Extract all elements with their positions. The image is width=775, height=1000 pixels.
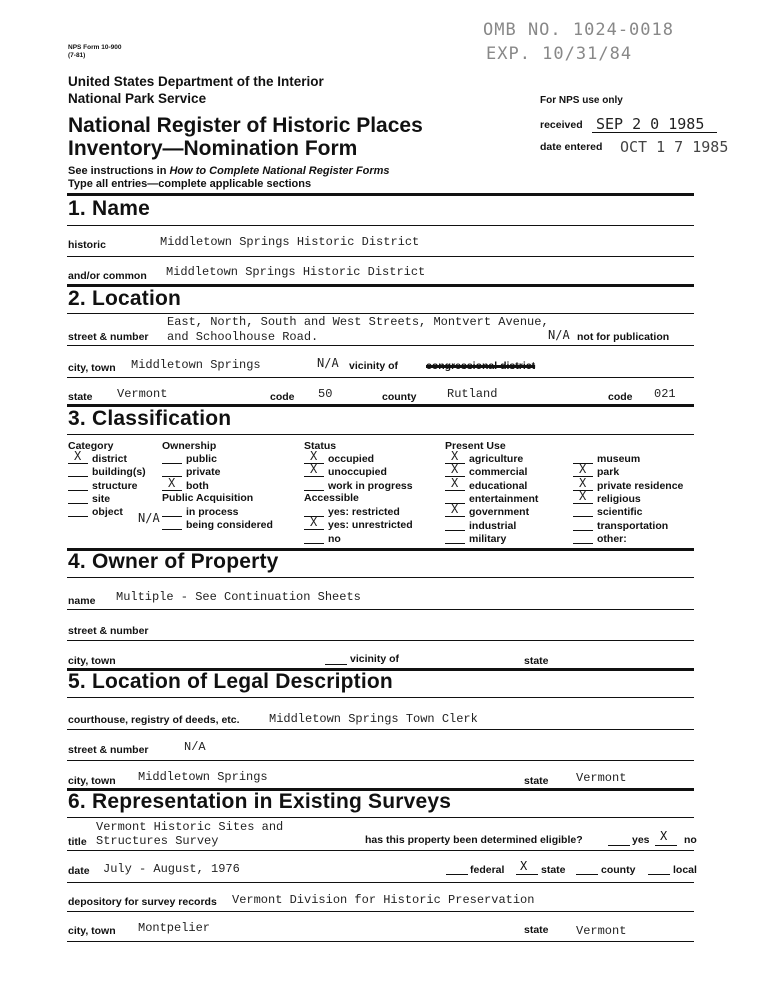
option-label: site: [92, 492, 111, 505]
depository-state-value: Vermont: [576, 924, 627, 938]
checkbox-mark: X: [451, 502, 459, 517]
legal-street-label: street & number: [68, 744, 149, 756]
option-label: transportation: [597, 519, 669, 532]
common-name-label: and/or common: [68, 270, 147, 282]
location-state-label: state: [68, 391, 93, 403]
section-owner-heading: 4. Owner of Property: [68, 550, 279, 573]
option-label: public: [186, 453, 217, 465]
checkbox-blank: [304, 476, 324, 477]
checkbox-mark: X: [451, 449, 459, 463]
location-street-line1: East, North, South and West Streets, Montvert Avenue,: [167, 315, 549, 329]
checkbox-mark: X: [451, 475, 459, 490]
option-label: yes: unrestricted: [328, 519, 413, 532]
common-name-value: Middletown Springs Historic District: [166, 265, 426, 279]
location-street-label: street & number: [68, 331, 149, 343]
legal-state-label: state: [524, 775, 549, 787]
eligible-no-mark: X: [660, 829, 668, 843]
not-for-publication-label: not for publication: [577, 331, 670, 343]
option-label: park: [597, 466, 620, 479]
form-number: NPS Form 10-900: [68, 44, 122, 51]
instructions-line1: See instructions in How to Complete National Register Forms: [68, 165, 390, 177]
section-name-heading: 1. Name: [68, 197, 150, 220]
county-code-value: 021: [654, 387, 676, 401]
received-stamp: SEP 2 0 1985: [596, 115, 705, 133]
historic-name-value: Middletown Springs Historic District: [160, 235, 420, 249]
survey-local-label: local: [673, 864, 697, 876]
form-revision: (7-81): [68, 52, 86, 59]
checkbox-blank: [445, 530, 465, 531]
owner-name-value: Multiple - See Continuation Sheets: [116, 590, 361, 604]
option-label: work in progress: [328, 479, 413, 492]
option-label: industrial: [469, 519, 517, 532]
location-vicinity-mark: N/A: [317, 356, 339, 370]
location-city-label: city, town: [68, 362, 116, 374]
public-acquisition-header: Public Acquisition: [162, 492, 254, 504]
checkbox-mark: X: [310, 515, 318, 530]
state-code-value: 50: [318, 387, 333, 401]
eligible-no-label: no: [684, 834, 697, 846]
legal-city-value: Middletown Springs: [138, 770, 268, 784]
legal-street-value: N/A: [184, 740, 206, 754]
option-label: educational: [469, 479, 528, 492]
county-label: county: [382, 391, 417, 403]
checkbox-mark: X: [74, 449, 82, 463]
ownership-header: Ownership: [162, 440, 217, 452]
checkbox-blank: [68, 476, 88, 477]
option-label: military: [469, 532, 507, 545]
checkbox-mark: X: [579, 462, 587, 477]
courthouse-label: courthouse, registry of deeds, etc.: [68, 714, 240, 726]
option-label: commercial: [469, 466, 528, 479]
location-street-line2: and Schoolhouse Road.: [167, 330, 319, 344]
option-label: entertainment: [469, 492, 539, 505]
checkbox-blank: [573, 516, 593, 517]
expiration-stamp: EXP. 10/31/84: [486, 44, 633, 64]
checkbox-blank: [445, 490, 465, 491]
survey-state-label: state: [541, 864, 566, 876]
status-header: Status: [304, 440, 337, 452]
option-label: structure: [92, 479, 138, 492]
survey-title-label: title: [68, 836, 87, 848]
owner-street-label: street & number: [68, 625, 149, 637]
checkbox-blank: [304, 529, 324, 530]
present-use-header: Present Use: [445, 440, 506, 452]
eligible-question: has this property been determined eligible?: [365, 834, 583, 846]
option-label: both: [186, 479, 209, 492]
service-name: National Park Service: [68, 91, 207, 106]
owner-city-label: city, town: [68, 655, 116, 667]
checkbox-mark: X: [579, 475, 587, 490]
checkbox-mark: X: [579, 488, 587, 503]
checkbox-mark: X: [451, 462, 459, 477]
checkbox-blank: [162, 463, 182, 464]
date-entered-label: date entered: [540, 141, 603, 153]
option-label: in process: [186, 506, 239, 518]
section-location-heading: 2. Location: [68, 287, 182, 310]
checkbox-mark: X: [310, 449, 318, 463]
option-label: other:: [597, 532, 627, 545]
section-legal-description-heading: 5. Location of Legal Description: [68, 670, 393, 693]
public-acquisition-na: N/A: [138, 511, 160, 525]
survey-date-label: date: [68, 865, 90, 877]
historic-label: historic: [68, 239, 106, 251]
nps-use-label: For NPS use only: [540, 95, 623, 106]
received-label: received: [540, 119, 583, 131]
legal-city-label: city, town: [68, 775, 116, 787]
checkbox-blank: [573, 503, 593, 504]
option-label: scientific: [597, 506, 643, 519]
depository-value: Vermont Division for Historic Preservation: [232, 893, 535, 907]
option-label: government: [469, 506, 530, 519]
option-label: object: [92, 506, 123, 519]
category-header: Category: [68, 440, 114, 452]
owner-vicinity-label: vicinity of: [350, 653, 400, 665]
location-vicinity-label: vicinity of: [349, 360, 399, 372]
option-label: museum: [597, 453, 641, 465]
option-label: private residence: [597, 479, 684, 492]
checkbox-blank: [573, 530, 593, 531]
date-entered-stamp: OCT 1 7 1985: [620, 138, 729, 156]
checkbox-blank: [68, 490, 88, 491]
legal-state-value: Vermont: [576, 771, 627, 785]
survey-title-line1: Vermont Historic Sites and: [96, 820, 284, 834]
checkbox-blank: [573, 543, 593, 544]
department-name: United States Department of the Interior: [68, 74, 324, 89]
option-label: occupied: [328, 453, 375, 465]
checkbox-blank: [68, 503, 88, 504]
checkbox-blank: [162, 490, 182, 491]
location-city-value: Middletown Springs: [131, 358, 261, 372]
survey-title-line2: Structures Survey: [96, 834, 219, 848]
survey-federal-label: federal: [470, 864, 505, 876]
form-title-line2: Inventory—Nomination Form: [68, 137, 358, 160]
checkbox-blank: [304, 543, 324, 544]
county-code-label: code: [608, 391, 633, 403]
instructions-line2: Type all entries—complete applicable sections: [68, 178, 312, 190]
depository-label: depository for survey records: [68, 896, 217, 908]
section-surveys-heading: 6. Representation in Existing Surveys: [68, 790, 452, 813]
state-code-label: code: [270, 391, 295, 403]
checkbox-mark: X: [168, 475, 176, 490]
option-label: private: [186, 466, 221, 479]
form-title-line1: National Register of Historic Places: [68, 114, 423, 137]
owner-state-label: state: [524, 655, 549, 667]
depository-state-label: state: [524, 924, 549, 936]
checkbox-blank: [162, 516, 182, 517]
checkbox-blank: [445, 543, 465, 544]
option-label: district: [92, 453, 128, 465]
accessible-header: Accessible: [304, 492, 359, 504]
courthouse-value: Middletown Springs Town Clerk: [269, 712, 478, 726]
survey-date-value: July - August, 1976: [103, 862, 240, 876]
option-label: agriculture: [469, 453, 524, 465]
omb-stamp: OMB NO. 1024-0018: [483, 20, 674, 40]
depository-city-value: Montpelier: [138, 921, 211, 935]
checkbox-blank: [304, 490, 324, 491]
checkbox-blank: [162, 529, 182, 530]
section-classification-heading: 3. Classification: [68, 407, 232, 430]
location-state-value: Vermont: [117, 387, 168, 401]
checkbox-blank: [68, 516, 88, 517]
option-label: religious: [597, 492, 641, 505]
survey-state-mark: X: [520, 859, 528, 873]
checkbox-blank: [445, 516, 465, 517]
checkbox-mark: X: [310, 462, 318, 477]
eligible-yes-label: yes: [632, 834, 650, 846]
congressional-district-label: congressional district: [426, 360, 536, 372]
not-for-publication-mark: N/A: [548, 328, 570, 342]
option-label: no: [328, 532, 341, 545]
checkbox-blank: [68, 463, 88, 464]
county-value: Rutland: [447, 387, 498, 401]
owner-name-label: name: [68, 595, 96, 607]
option-label: yes: restricted: [328, 506, 400, 518]
option-label: being considered: [186, 519, 273, 532]
depository-city-label: city, town: [68, 925, 116, 937]
option-label: building(s): [92, 466, 146, 479]
survey-county-label: county: [601, 864, 636, 876]
option-label: unoccupied: [328, 466, 387, 479]
